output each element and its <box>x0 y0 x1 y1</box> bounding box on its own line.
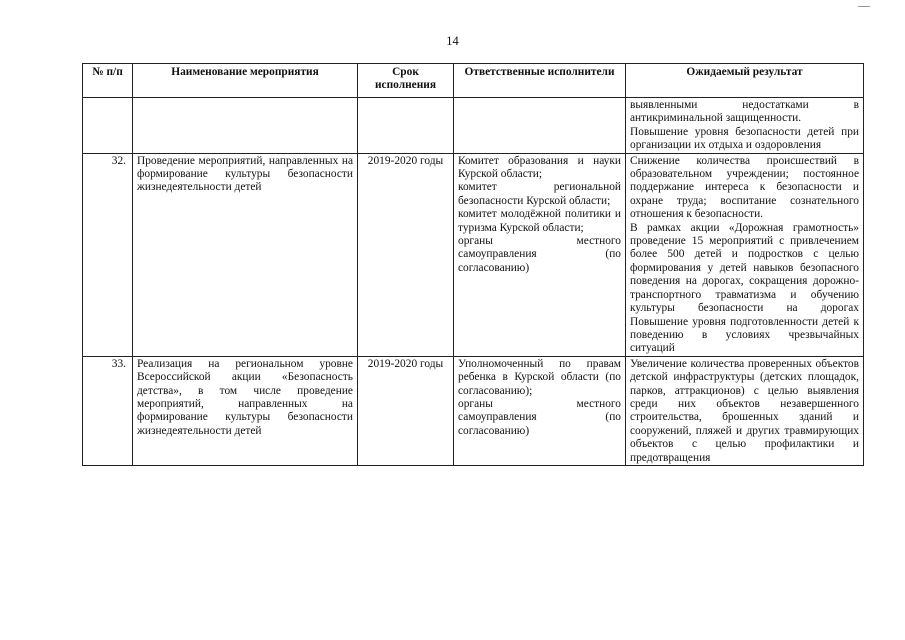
executor-item: комитет молодёжной политики и туризма Курской области; <box>458 208 621 234</box>
result-paragraph: Увеличение количества проверенных объектов детской инфраструктуры (детских площадок, парков, аттракционов) с целью выявления среди них объектов незавершенного строительства, брошенных зданий и сооружений, пляжей и других травмирующих объектов с целью профилактики и предотвращения <box>630 357 859 464</box>
table-row <box>83 153 864 356</box>
row-exec <box>454 98 626 154</box>
row-name: Проведение мероприятий, направленных на формирование культуры безопасности жизнедеятельности детей <box>133 153 358 356</box>
executor-item: комитет региональной безопасности Курской области; <box>458 181 621 207</box>
row-result <box>626 153 864 356</box>
executor-item: органы местного самоуправления (по согласованию) <box>458 235 621 274</box>
result-paragraph: Повышение уровня безопасности детей при организации их отдыха и оздоровления <box>630 125 859 152</box>
table-row <box>83 356 864 465</box>
row-term: 2019-2020 годы <box>358 153 454 356</box>
page-number: 14 <box>446 34 459 48</box>
row-num: 32. <box>83 153 133 356</box>
row-exec <box>454 356 626 465</box>
header-result: Ожидаемый результат <box>626 64 864 98</box>
row-name <box>133 98 358 154</box>
row-term <box>358 98 454 154</box>
table-header-row <box>83 64 864 98</box>
row-exec <box>454 153 626 356</box>
row-num: 33. <box>83 356 133 465</box>
header-num: № п/п <box>83 64 133 98</box>
row-term: 2019-2020 годы <box>358 356 454 465</box>
row-num <box>83 98 133 154</box>
row-name: Реализация на региональном уровне Всероссийской акции «Безопасность детства», в том числе проведение мероприятий, направленных на формирование культуры безопасности жизнедеятельности детей <box>133 356 358 465</box>
table-row <box>83 98 864 154</box>
executor-item: Комитет образования и науки Курской области; <box>458 154 621 181</box>
executor-item: органы местного самоуправления (по согласованию) <box>458 397 621 437</box>
scan-mark <box>858 6 870 7</box>
row-result <box>626 98 864 154</box>
header-term: Срок исполнения <box>358 64 454 98</box>
events-table <box>82 63 864 466</box>
header-exec: Ответственные исполнители <box>454 64 626 98</box>
result-paragraph: В рамках акции «Дорожная грамотность» проведение 15 мероприятий с привлечением более 500 детей и подростков с целью формирования у детей навыков безопасного поведения на дорогах, сокращения дорожно-транспортного травматизма и обучению культуры безопасности на дорогах Повышение уровня подготовленности детей к поведению в условиях чрезвычайных ситуаций <box>630 221 859 355</box>
result-paragraph: Снижение количества происшествий в образовательном учреждении; постоянное поддержание интереса к безопасности и охране труда; воспитание сознательного отношения к безопасности. <box>630 154 859 221</box>
executor-item: Уполномоченный по правам ребенка в Курской области (по согласованию); <box>458 357 621 397</box>
result-paragraph: выявленными недостатками в антикриминальной защищенности. <box>630 99 859 125</box>
row-result <box>626 356 864 465</box>
header-name: Наименование мероприятия <box>133 64 358 98</box>
